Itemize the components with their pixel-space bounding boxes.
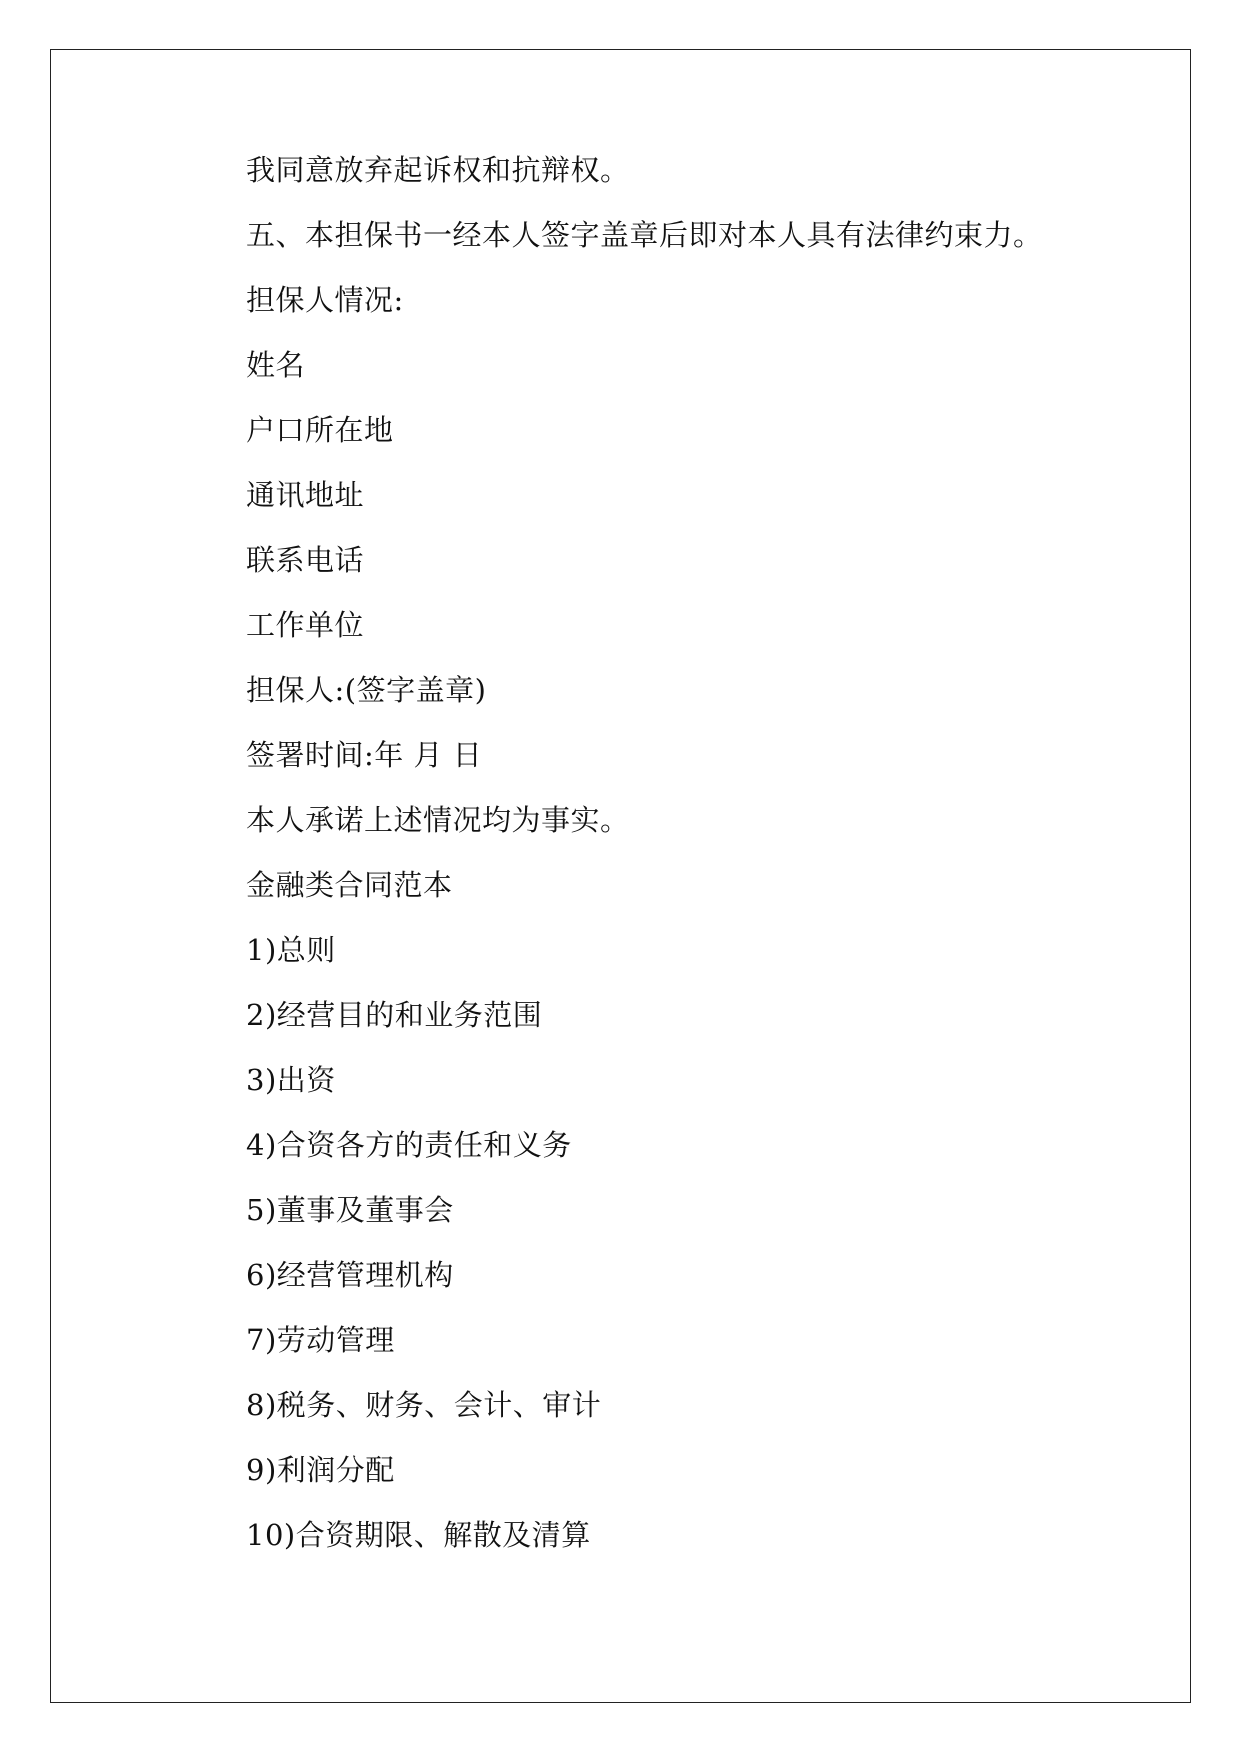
text-line: 我同意放弃起诉权和抗辩权。 (246, 153, 630, 187)
list-item: 6)经营管理机构 (246, 1258, 454, 1292)
list-item: 7)劳动管理 (246, 1323, 395, 1357)
field-label-address: 通讯地址 (246, 478, 365, 512)
list-item: 9)利润分配 (246, 1453, 395, 1487)
list-item: 3)出资 (246, 1063, 336, 1097)
text-line: 五、本担保书一经本人签字盖章后即对本人具有法律约束力。 (246, 218, 1043, 252)
field-label-employer: 工作单位 (246, 608, 365, 642)
list-item: 4)合资各方的责任和义务 (246, 1128, 572, 1162)
section-title: 金融类合同范本 (246, 868, 453, 902)
document-body (246, 154, 1146, 1568)
date-line: 签署时间:年 月 日 (246, 738, 483, 772)
field-label-name: 姓名 (246, 348, 306, 382)
text-line: 本人承诺上述情况均为事实。 (246, 803, 630, 837)
field-label-household: 户口所在地 (246, 413, 394, 447)
list-item: 10)合资期限、解散及清算 (246, 1518, 591, 1552)
signature-line: 担保人:(签字盖章) (246, 673, 487, 707)
field-label-phone: 联系电话 (246, 543, 365, 577)
text-line: 担保人情况: (246, 283, 404, 317)
list-item: 2)经营目的和业务范围 (246, 998, 543, 1032)
list-item: 8)税务、财务、会计、审计 (246, 1388, 602, 1422)
list-item: 1)总则 (246, 933, 336, 967)
list-item: 5)董事及董事会 (246, 1193, 454, 1227)
